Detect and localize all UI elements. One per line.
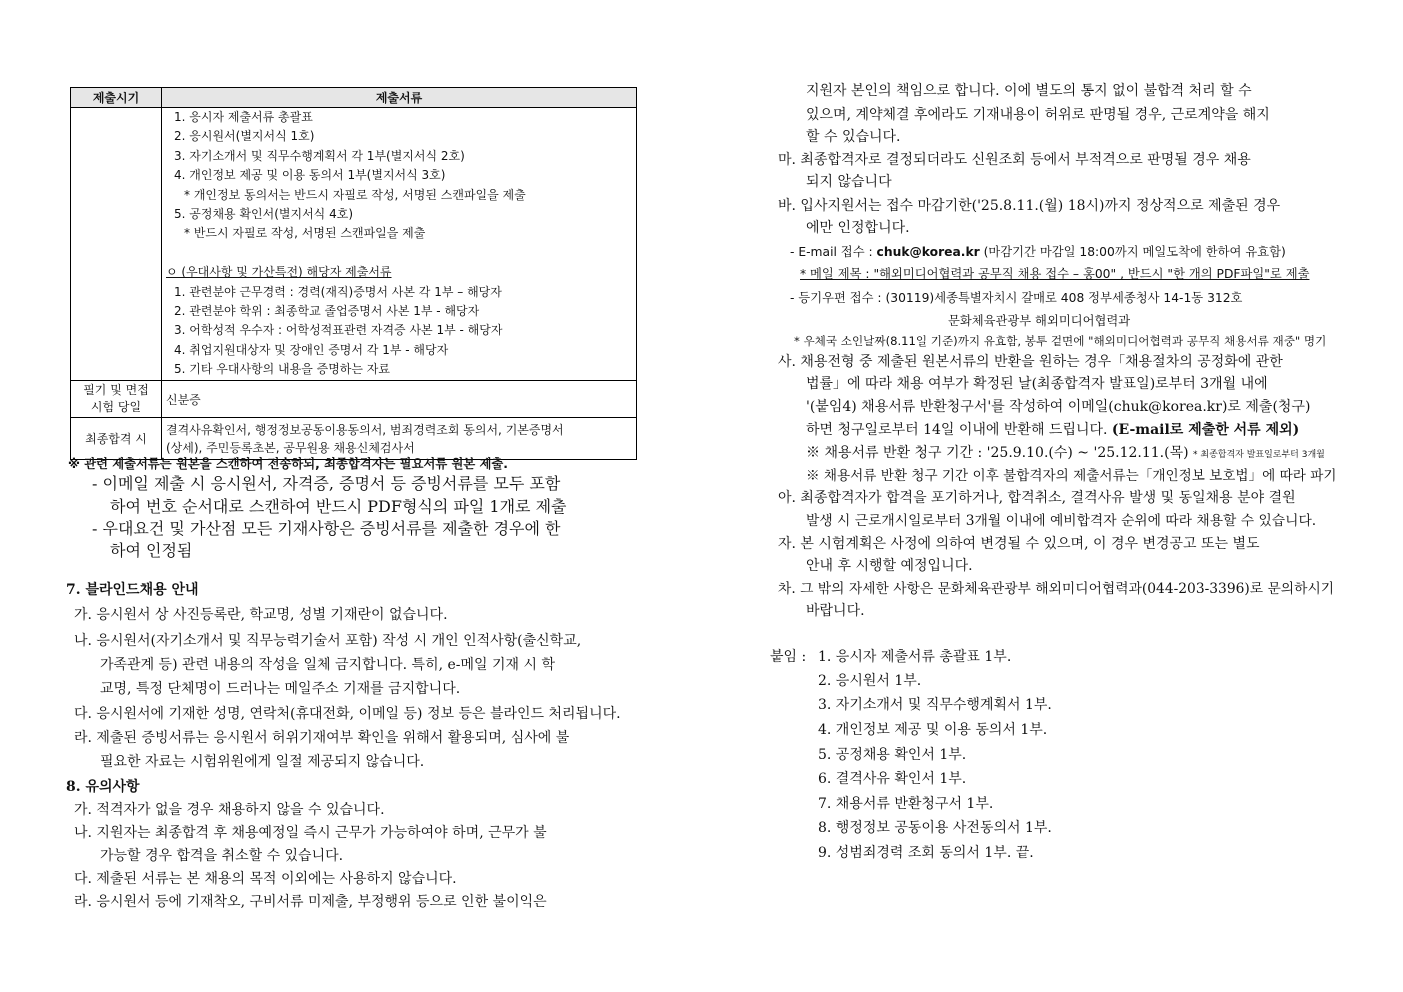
doc-item: 2. 응시원서(별지서식 1호) [174,129,315,144]
right-line: 에만 인정합니다. [806,220,910,236]
sec7-line: 가. 응시원서 상 사진등록란, 학교명, 성별 기재란이 없습니다. [74,607,448,623]
attachment-item: 3. 자기소개서 및 직무수행계획서 1부. [818,697,1052,713]
sa-line [806,443,1325,465]
sa-line: 사. 채용전형 중 제출된 원본서류의 반환을 원하는 경우「채용절차의 공정화에 관한 [778,354,1283,370]
doc-note: * 개인정보 동의서는 반드시 자필로 작성, 서명된 스캔파일을 제출 [184,187,526,202]
table-cell-when: 최종합격 시 [71,418,162,460]
sec8-line: 가능할 경우 합격을 취소할 수 있습니다. [100,848,344,864]
attachment-item: 1. 응시자 제출서류 총괄표 1부. [818,649,1012,665]
sa-line: ※ 채용서류 반환 청구 기간 이후 불합격자의 제출서류는「개인정보 보호법」에 따라 파기 [806,468,1337,484]
sa-line: 법률」에 따라 채용 여부가 확정된 날(최종합격자 발표일)로부터 3개월 내에 [806,376,1268,392]
doc-subheading-wrap [166,263,632,282]
mail-title-note: * 메일 제목 : "해외미디어협력과 공무직 채용 접수 – 홍00" , 반드시 "한 개의 PDF파일"로 제출 [800,267,1310,281]
sec7-line: 라. 제출된 증빙서류는 응시원서 허위기재여부 확인을 위해서 활용되며, 심사에 불 [74,730,570,746]
sec8-line: 다. 제출된 서류는 본 채용의 목적 이외에는 사용하지 않습니다. [74,871,457,887]
doc-item: 1. 응시자 제출서류 총괄표 [174,110,313,124]
right-line: 지원자 본인의 책임으로 합니다. 이에 별도의 통지 없이 불합격 처리 할 수 [806,83,1252,99]
sec7-line: 교명, 특정 단체명이 드러나는 메일주소 기재를 금지합니다. [100,681,461,697]
doc-item: 3. 자기소개서 및 직무수행계획서 각 1부(별지서식 2호) [174,148,465,163]
attach-label: 붙임 : [770,649,807,665]
sec7-line: 나. 응시원서(자기소개서 및 직무능력기술서 포함) 작성 시 개인 인적사항(출신학교, [74,633,582,649]
bullet-line: - 우대요건 및 가산점 모든 기재사항은 증빙서류를 제출한 경우에 한 [92,519,561,538]
bullet-line: 하여 인정됨 [110,541,193,560]
rest-line: 아. 최종합격자가 합격을 포기하거나, 합격취소, 결격사유 발생 및 동일채용 분야 결원 [778,490,1296,506]
right-line: 바. 입사지원서는 접수 마감기한('25.8.11.(월) 18시)까지 정상적으로 제출된 경우 [778,198,1281,214]
bullet-line: - 이메일 제출 시 응시원서, 자격증, 증명서 등 증빙서류를 모두 포함 [92,474,561,493]
rest-line: 바랍니다. [806,603,865,619]
attachment-item: 8. 행정정보 공동이용 사전동의서 1부. [818,820,1052,836]
table-header-when: 제출시기 [71,88,162,108]
when-line: 시험 당일 [90,400,142,415]
attachment-item: 9. 성범죄경력 조회 동의서 1부. 끝. [818,845,1034,861]
doc-item: 3. 어학성적 우수자 : 어학성적표관련 자격증 사본 1부 - 해당자 [174,323,503,338]
sa-exclusion: (E-mail로 제출한 서류 제외) [1111,422,1300,438]
sa-period: ※ 채용서류 반환 청구 기간 : '25.9.10.(수) ~ '25.12.11.(목) [806,445,1194,461]
table-row [71,381,637,418]
sec8-line: 라. 응시원서 등에 기재착오, 구비서류 미제출, 부정행위 등으로 인한 불이익은 [74,894,547,910]
post-line: - 등기우편 접수 : (30119)세종특별자치시 갈매로 408 정부세종청사 14-1동 312호 [790,291,1243,305]
table-cell-when [71,381,162,418]
sa-text: 하면 청구일로부터 14일 이내에 반환해 드립니다. [806,422,1112,438]
doc-item: 4. 개인정보 제공 및 이용 동의서 1부(별지서식 3호) [174,168,446,183]
right-line: 되지 않습니다 [806,174,892,190]
sec7-line: 가족관계 등) 관련 내용의 작성을 일체 금지합니다. 특히, e-메일 기재 시 학 [100,657,556,673]
rest-line: 발생 시 근로개시일로부터 3개월 이내에 예비합격자 순위에 따라 채용할 수 있습니다. [806,513,1317,529]
table-cell-when [71,108,162,381]
attachment-item: 6. 결격사유 확인서 1부. [818,771,967,787]
section-7-title: 7. 블라인드채용 안내 [66,582,199,598]
email-label: - E-mail 접수 : [790,245,877,259]
rest-line: 자. 본 시험계획은 사정에 의하여 변경될 수 있으며, 이 경우 변경공고 또는 별도 [778,536,1260,552]
right-line: 할 수 있습니다. [806,129,901,145]
sec7-line: 다. 응시원서에 기재한 성명, 연락처(휴대전화, 이메일 등) 정보 등은 블라인드 처리됩니다. [74,706,621,722]
doc-item: 5. 기타 우대사항의 내용을 증명하는 자료 [174,362,390,377]
post-note: * 우체국 소인날짜(8.11일 기준)까지 유효함, 봉투 겉면에 "해외미디어협력과 공무직 채용서류 재중" 명기 [794,334,1327,348]
right-line: 있으며, 계약체결 후에라도 기재내용이 허위로 판명될 경우, 근로계약을 해지 [806,107,1270,123]
docs-line: 결격사유확인서, 행정정보공동이용동의서, 범죄경력조회 동의서, 기본증명서 [166,422,564,437]
post-line: 문화체육관광부 해외미디어협력과 [948,314,1131,328]
doc-spacer [166,244,632,263]
attachment-item: 2. 응시원서 1부. [818,673,922,689]
right-line: 마. 최종합격자로 결정되더라도 신원조회 등에서 부적격으로 판명될 경우 채용 [778,152,1251,168]
doc-item: 4. 취업지원대상자 및 장애인 증명서 각 1부 - 해당자 [174,342,449,357]
section-8-title: 8. 유의사항 [66,779,140,795]
sec8-line: 가. 적격자가 없을 경우 채용하지 않을 수 있습니다. [74,802,385,818]
attachment-item: 4. 개인정보 제공 및 이용 동의서 1부. [818,722,1048,738]
submission-table [70,87,637,460]
rest-line: 차. 그 밖의 자세한 사항은 문화체육관광부 해외미디어협력과(044-203-3396)로 문의하시기 [778,581,1335,597]
table-cell-docs: 신분증 [162,381,637,418]
doc-item: 5. 공정채용 확인서(별지서식 4호) [174,206,353,221]
doc-note: * 반드시 자필로 작성, 서명된 스캔파일을 제출 [184,226,426,241]
doc-item: 1. 관련분야 근무경력 : 경력(재직)증명서 사본 각 1부 – 해당자 [174,284,502,299]
doc-item: 2. 관련분야 학위 : 최종학교 졸업증명서 사본 1부 - 해당자 [174,303,480,318]
doc-subheading: ㅇ (우대사항 및 가산특전) 해당자 제출서류 [166,265,392,280]
email-address: chuk@korea.kr [876,245,980,259]
attachment-item: 7. 채용서류 반환청구서 1부. [818,796,994,812]
sec8-line: 나. 지원자는 최종합격 후 채용예정일 즉시 근무가 가능하여야 하며, 근무가 불 [74,825,547,841]
when-line: 필기 및 면접 [83,383,149,398]
table-row [71,108,637,381]
sa-line [806,420,1299,440]
email-line [790,242,1286,262]
sec7-line: 필요한 자료는 시험위원에게 일절 제공되지 않습니다. [100,754,425,770]
table-header-row [71,88,637,108]
attachment-item: 5. 공정채용 확인서 1부. [818,747,967,763]
rest-line: 안내 후 시행할 예정입니다. [806,558,973,574]
table-header-docs: 제출서류 [162,88,637,108]
sa-line: '(붙임4) 채용서류 반환청구서'를 작성하여 이메일(chuk@korea.kr)로 제출(청구) [806,399,1311,415]
docs-line: (상세), 주민등록초본, 공무원용 채용신체검사서 [166,440,415,455]
scan-note: ※ 관련 제출서류는 원본을 스캔하여 전송하되, 최종합격자는 필요서류 원본 제출. [68,457,508,471]
table-cell-docs [162,108,637,381]
sa-period-note: * 최종합격자 발표일로부터 3개월 [1193,450,1325,460]
bullet-line: 하여 번호 순서대로 스캔하여 반드시 PDF형식의 파일 1개로 제출 [110,497,567,516]
email-note: (마감기간 마감일 18:00까지 메일도착에 한하여 유효함) [979,245,1286,259]
